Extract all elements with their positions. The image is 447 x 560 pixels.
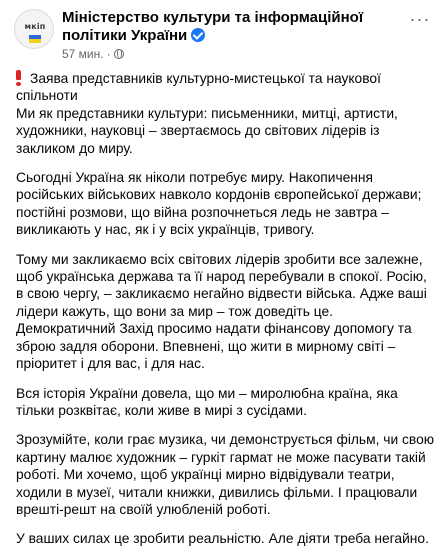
avatar-logo-text: мкіп [24, 22, 46, 31]
post-paragraph: Тому ми закликаємо всіх світових лідерів зробити все залежне, щоб українська держава та її народ перебували в спокої. Росію, в свою чергу, – закликаємо негайно відвести війська. Адже ваші лідери кажуть, що вони за мир – тож доведіть це. Демократичний Захід просимо надати фінансову допомогу та зброю задля оборони. Впевнені, що жити в мирному світі – пріоритет і для вас, і для нас. [16, 251, 427, 372]
page-name-link[interactable]: Міністерство культури та інформаційної політики України [62, 9, 364, 44]
page-name [62, 9, 392, 45]
meta-separator: · [106, 47, 111, 61]
post-paragraph: Вся історія України довела, що ми – миролюбна країна, яка тільки розквітає, коли живе в мирі з сусідами. [16, 385, 398, 418]
post-paragraph-text: Заява представників культурно-мистецької та наукової спільноти Ми як представники культури: письменники, митці, артисти, художники, науковці – звертаємось до світових лідерів із закликом до миру. [16, 71, 398, 156]
post-paragraph: Сьогодні Україна як ніколи потребує миру. Накопичення російських військових навколо кордонів європейської держави; постійні розмови, що війна розпочнеться ледь не завтра – викликають у нас, як і у всіх українців, тривогу. [16, 170, 422, 238]
post-paragraph: У ваших силах це зробити реальністю. Але діяти треба негайно. [16, 531, 429, 547]
more-dots-icon: ··· [409, 9, 431, 29]
globe-icon[interactable] [114, 49, 124, 59]
post-paragraph [16, 70, 436, 157]
more-options-button[interactable] [406, 11, 434, 35]
verified-badge-icon [191, 28, 205, 42]
post-meta [62, 47, 124, 61]
red-exclamation-icon [16, 70, 22, 85]
post-body [16, 70, 436, 560]
post-header [14, 9, 434, 61]
page-avatar[interactable] [14, 9, 54, 49]
post-timestamp[interactable]: 57 мин. [62, 47, 104, 61]
ukraine-flag-icon [29, 35, 41, 43]
post-paragraph: Зрозумійте, коли грає музика, чи демонструється фільм, чи свою картину малює художник – гуркіт гармат не може пасувати такій роботі. Ми хочемо, щоб українці мирно відвідували театри, ходили в музеї, читали книжки, дивились фільми. І працювали врешті-решт на своїй улюбленій роботі. [16, 432, 435, 517]
